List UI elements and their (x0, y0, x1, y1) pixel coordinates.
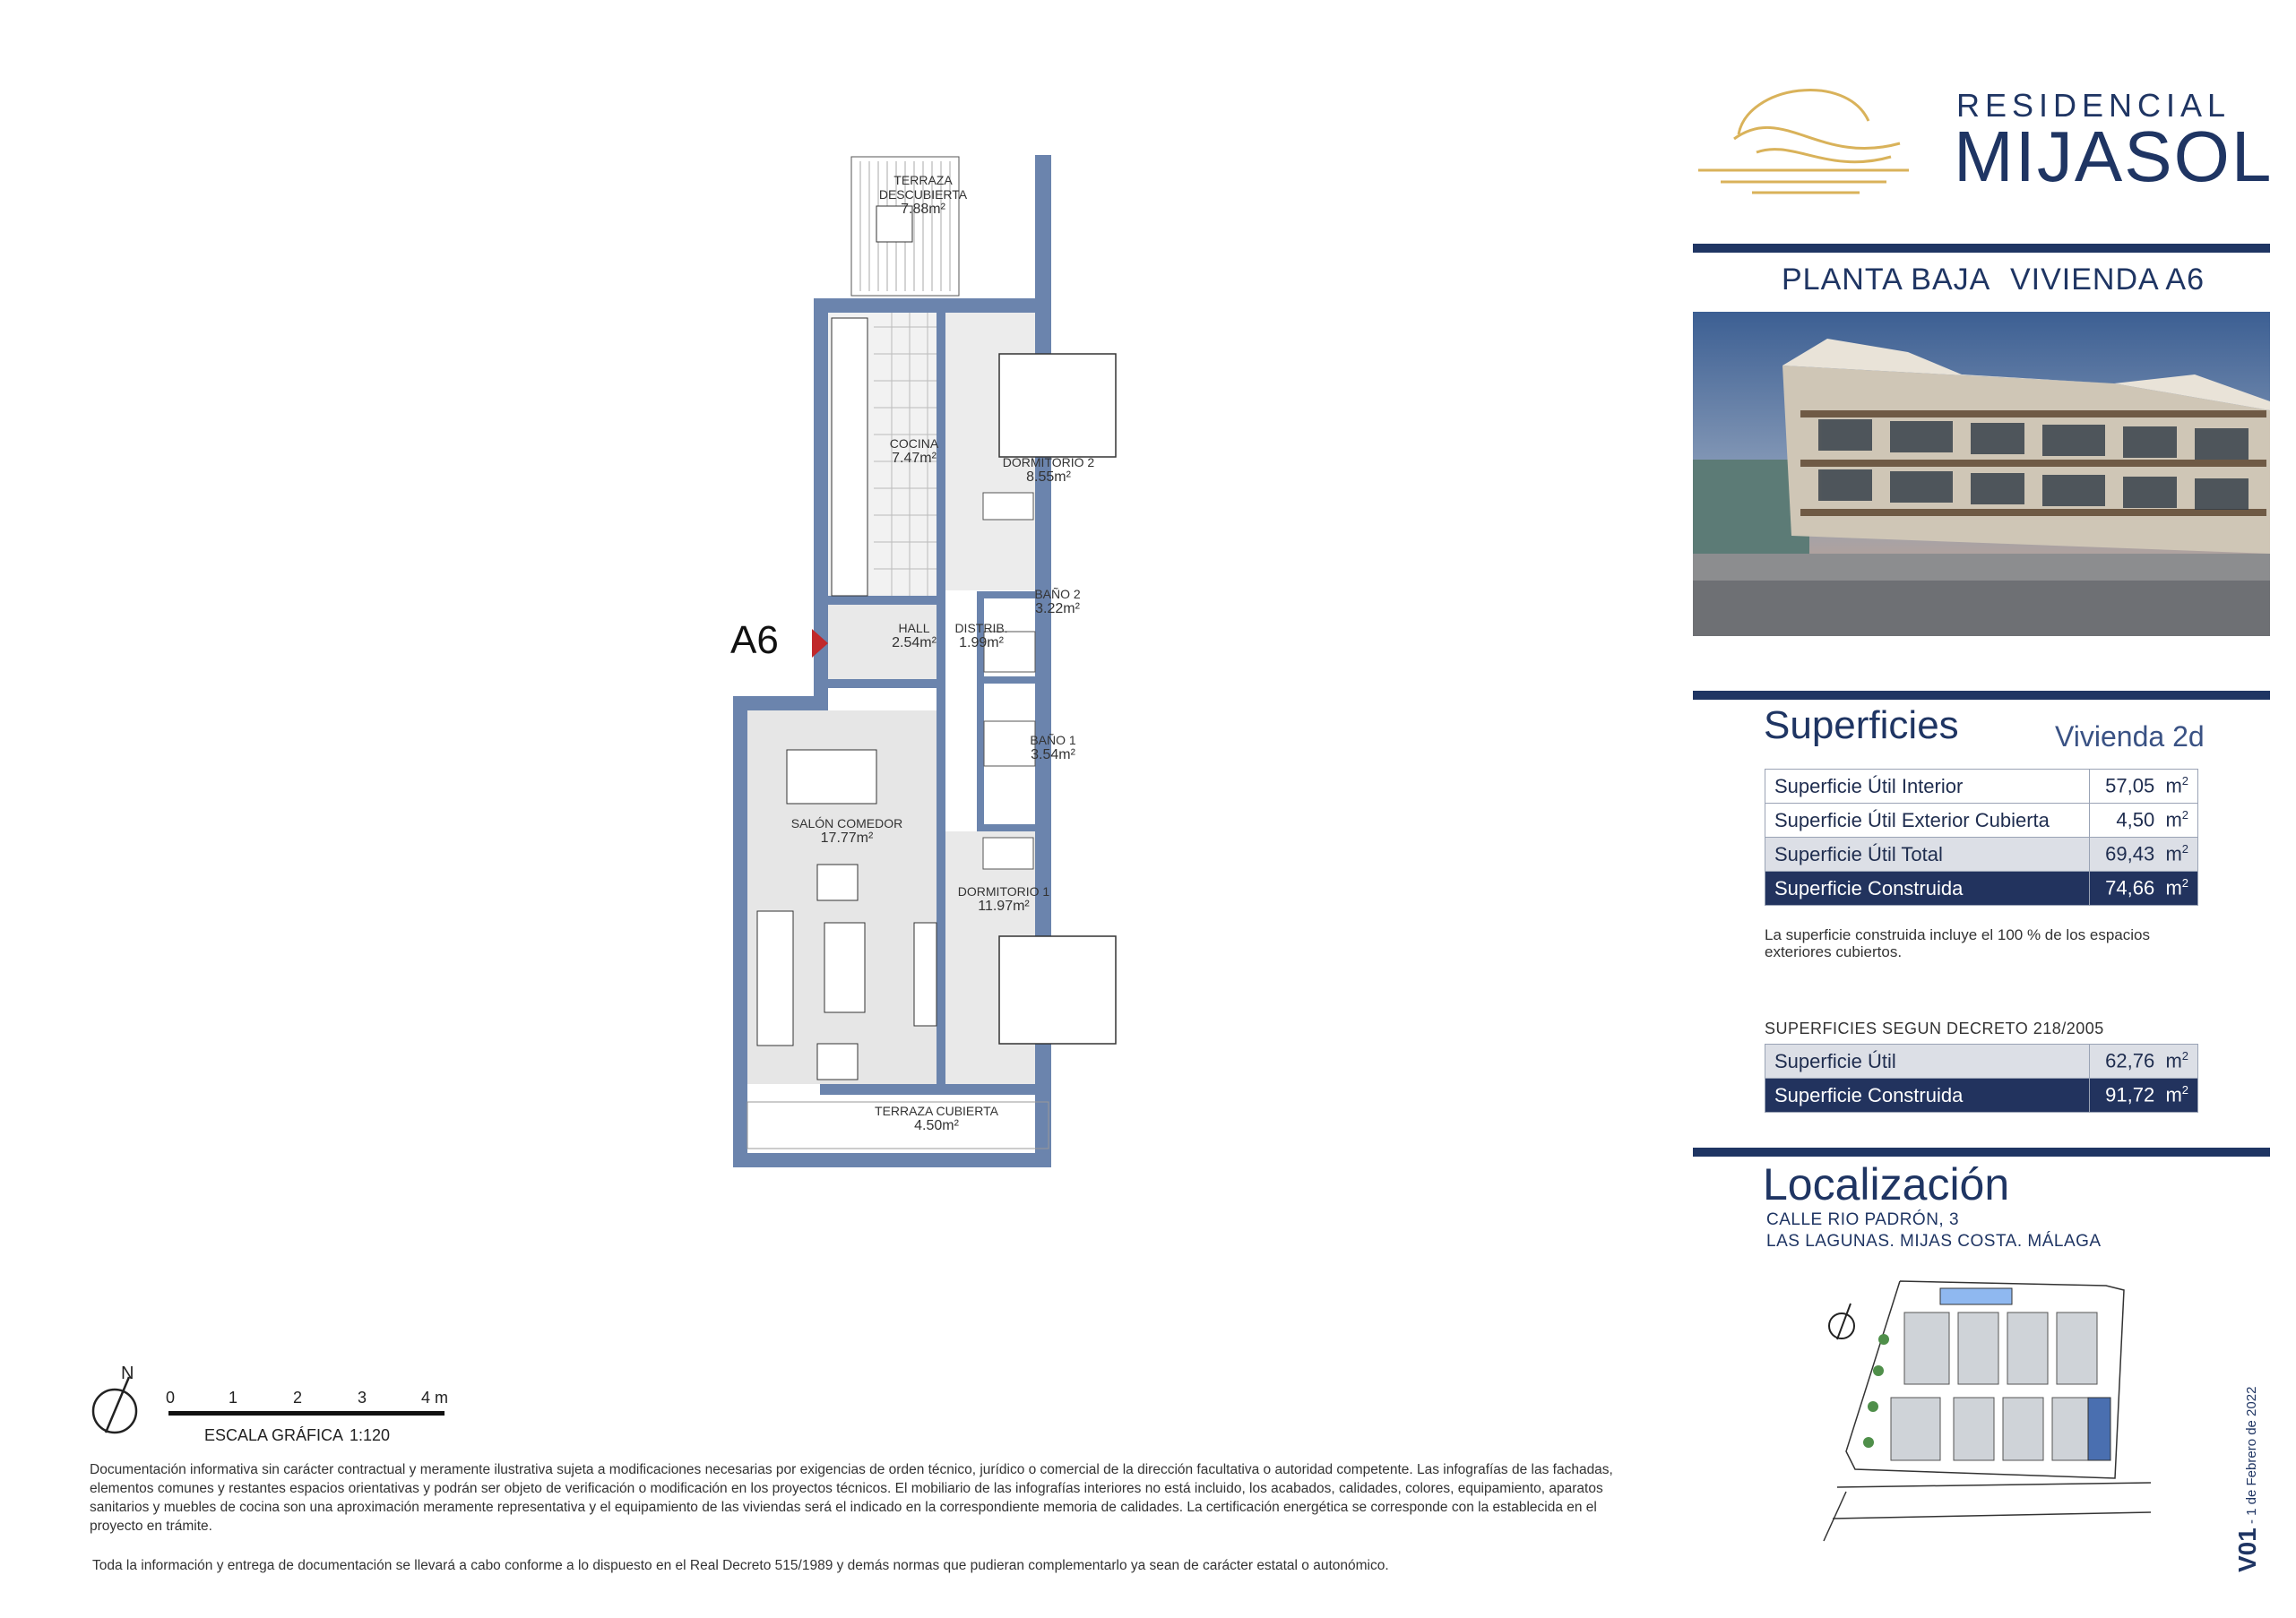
room-terraza-cubierta: TERRAZA CUBIERTA 4.50m² (875, 1104, 998, 1133)
surface-value: 91,72 $m^2$ (2090, 1079, 2198, 1113)
surface-value: 4,50 $m^2$ (2090, 804, 2198, 838)
table-row (1765, 804, 2198, 838)
room-bano-1: BAÑO 1 3.54m² (1030, 733, 1076, 762)
surface-label: Superficie Útil Interior (1765, 770, 2090, 804)
table-row (1765, 872, 2198, 906)
scale-ratio: 1:120 (350, 1426, 391, 1444)
table-row (1765, 1045, 2198, 1079)
surface-label: Superficie Útil (1765, 1045, 2090, 1079)
table-row (1765, 838, 2198, 872)
decree-title: SUPERFICIES SEGUN DECRETO 218/2005 (1765, 1020, 2104, 1037)
unit-tag: A6 (730, 618, 779, 662)
surface-value: 62,76 $m^2$ (2090, 1045, 2198, 1079)
entrance-arrow-icon (810, 627, 830, 659)
surfaces-table (1765, 769, 2198, 906)
scale-tick-2: 2 (293, 1389, 303, 1407)
site-plan-map (1819, 1272, 2160, 1550)
furniture-layer (717, 148, 1165, 1178)
scale-label: ESCALA GRÁFICA (204, 1426, 344, 1444)
unit-label: VIVIENDA A6 (2010, 262, 2205, 297)
surfaces-rule (1693, 691, 2270, 700)
surface-label: Superficie Construida (1765, 872, 2090, 906)
surfaces-note: La superficie construida incluye el 100 % de los espacios exteriores cubiertos. (1765, 926, 2150, 960)
sun-wave-logo-icon (1694, 67, 1918, 202)
table-row (1765, 1079, 2198, 1113)
surface-value: 69,43 $m^2$ (2090, 838, 2198, 872)
surface-value: 74,66 $m^2$ (2090, 872, 2198, 906)
location-title: Localización (1763, 1159, 2010, 1209)
room-hall: HALL 2.54m² (892, 621, 937, 650)
surface-label: Superficie Útil Exterior Cubierta (1765, 804, 2090, 838)
version-stamp: V01 - 1 de Febrero de 2022 (2233, 1386, 2261, 1572)
room-distrib: DISTRIB. 1.99m² (954, 621, 1008, 650)
scale-tick-4: 4 m (421, 1389, 449, 1407)
surface-label: Superficie Construida (1765, 1079, 2090, 1113)
north-arrow-icon (1829, 1304, 1854, 1339)
surfaces-title: Superficies (1764, 703, 1959, 747)
scale-tick-1: 1 (229, 1389, 238, 1407)
brand-name: MIJASOL (1954, 116, 2274, 196)
room-dormitorio-1: DORMITORIO 1 11.97m² (957, 884, 1050, 914)
surface-label: Superficie Útil Total (1765, 838, 2090, 872)
brand-tagline: RESIDENCIAL (1956, 87, 2231, 124)
table-row (1765, 770, 2198, 804)
building-render-image (1693, 312, 2270, 636)
surface-value: 57,05 $m^2$ (2090, 770, 2198, 804)
north-label: N (121, 1364, 134, 1383)
location-rule (1693, 1148, 2270, 1157)
scale-tick-0: 0 (166, 1389, 176, 1407)
scale-bar (168, 1411, 445, 1416)
room-salon-comedor: SALÓN COMEDOR 17.77m² (790, 816, 903, 846)
decree-table (1765, 1044, 2198, 1113)
location-city: LAS LAGUNAS. MIJAS COSTA. MÁLAGA (1766, 1232, 2102, 1251)
disclaimer-paragraph: Documentación informativa sin carácter contractual y meramente ilustrativa sujeta a modificaciones necesarias por exigencias de orden técnico, jurídico o comercial de la dirección facultativa o autoridad competente. Las infografías de las fachadas, elementos comunes y restantes espacios orientativas y podrán ser objeto de verificación o modificación en los proyectos técnicos. El mobiliario de las infografías interiores no está incluido, los acabados, calidades, colores, equipamiento, aparatos sanitarios y muebles de cocina son una aproximación meramente representativa y el equipamiento de las viviendas será el indicado en la correspondiente memoria de calidades. La certificación energética se corresponde con la establecida en el proyecto en trámite. (90, 1462, 1613, 1534)
room-dormitorio-2: DORMITORIO 2 8.55m² (1002, 455, 1095, 485)
location-address: CALLE RIO PADRÓN, 3 (1766, 1210, 1960, 1229)
north-arrow-icon (90, 1366, 143, 1438)
room-cocina: COCINA 7.47m² (889, 436, 939, 466)
scale-tick-3: 3 (358, 1389, 367, 1407)
surfaces-subtitle: Vivienda 2d (2055, 720, 2205, 753)
floor-label: PLANTA BAJA (1782, 262, 1991, 297)
disclaimer-note: Toda la información y entrega de documentación se llevará a cabo conforme a lo dispuesto en el Real Decreto 515/1989 y demás normas que pudieran complementarlo ya sean de carácter estatal o autonómico. (92, 1558, 1389, 1573)
room-terraza-descubierta: TERRAZA DESCUBIERTA 7.88m² (878, 173, 968, 217)
room-bano-2: BAÑO 2 3.22m² (1034, 587, 1081, 616)
header-rule (1693, 244, 2270, 253)
